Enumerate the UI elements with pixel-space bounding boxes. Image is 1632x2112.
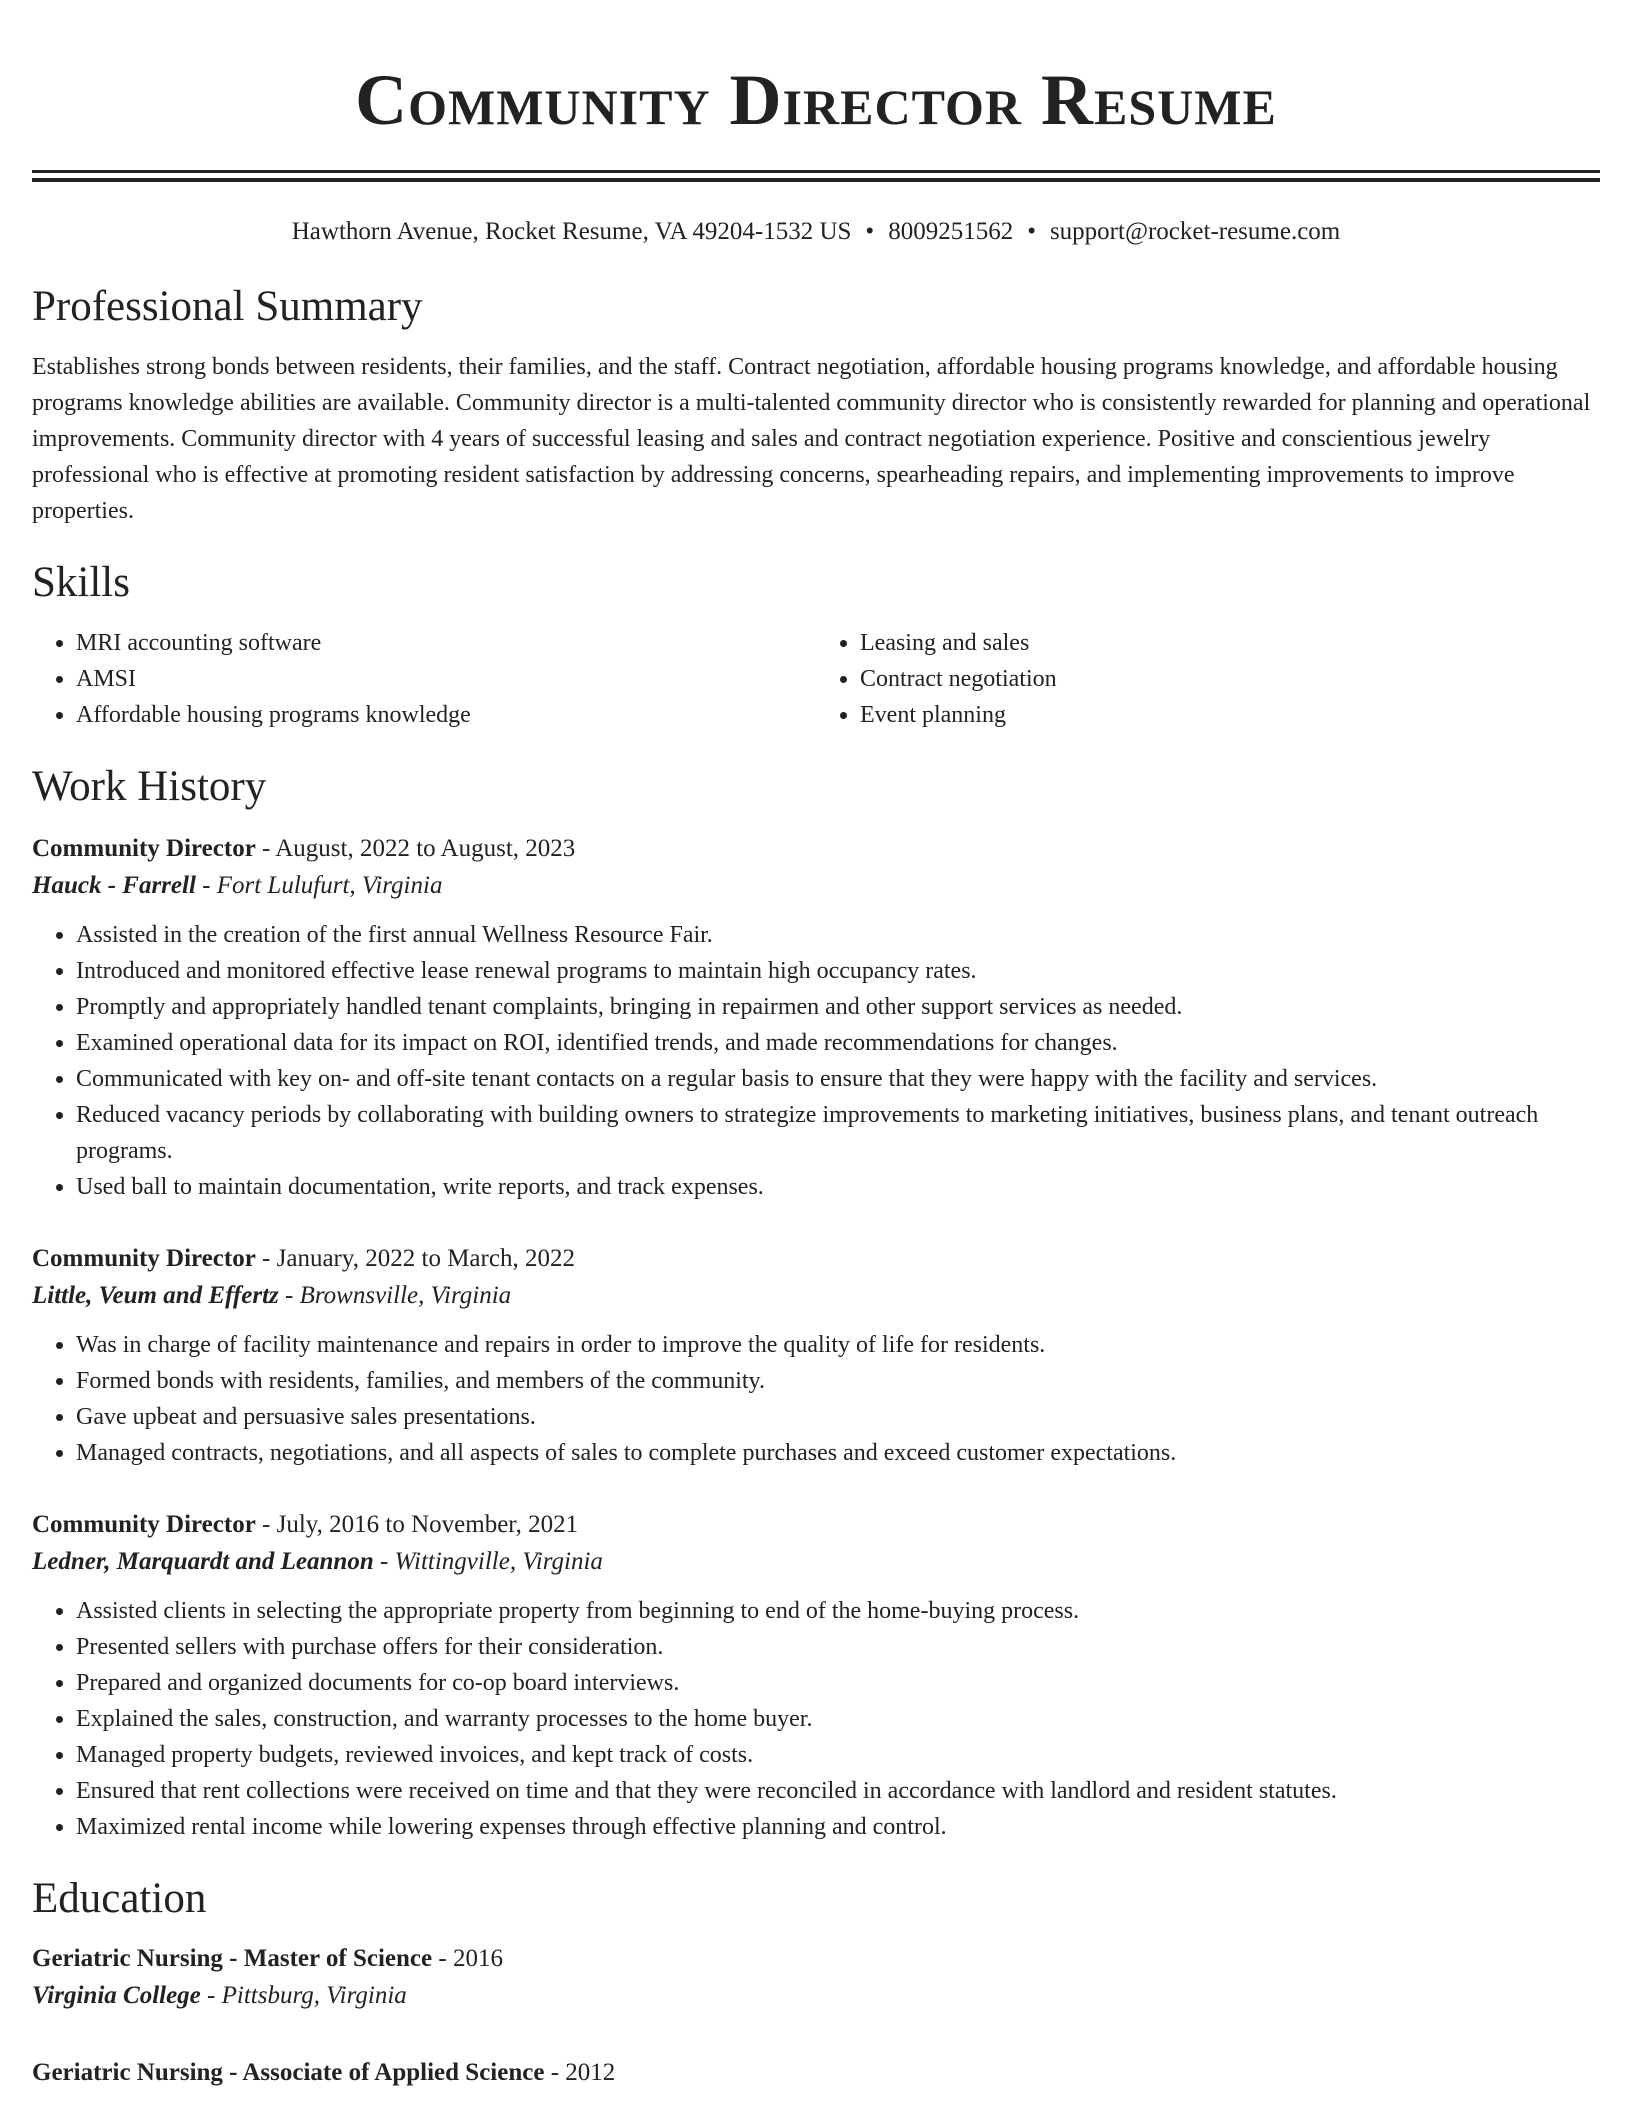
summary-heading: Professional Summary bbox=[32, 283, 423, 330]
work-history-heading: Work History bbox=[32, 763, 267, 810]
duty-item: • Used ball to maintain documentation, write reports, and track expenses. bbox=[76, 1169, 1600, 1205]
summary-text: Establishes strong bonds between residents, their families, and the staff. Contract negotiation, affordable housing programs knowledge, and affordable housing programs knowledge abilities are available. Community director is a multi-talented community director who is consistently rewarded for planning and operational improvements. Community director with 4 years of successful leasing and sales and contract negotiation experience. Positive and conscientious jewelry professional who is effective at promoting resident satisfaction by addressing concerns, spearheading repairs, and implementing improvements to improve properties. bbox=[32, 354, 1591, 524]
degree-line bbox=[32, 2055, 1600, 2091]
duty-item: • Presented sellers with purchase offers for their consideration. bbox=[76, 1629, 1600, 1665]
degree-name: Geriatric Nursing - Master of Science bbox=[32, 1945, 433, 1972]
job-title-line bbox=[32, 831, 1600, 867]
job-role: Community Director bbox=[32, 835, 256, 862]
company-name: Ledner, Marquardt and Leannon bbox=[32, 1548, 374, 1575]
skills-heading: Skills bbox=[32, 559, 130, 606]
skills-column-right bbox=[816, 625, 1600, 733]
contact-separator: • bbox=[865, 218, 875, 245]
duty-item: • Was in charge of facility maintenance and repairs in order to improve the quality of life for residents. bbox=[76, 1327, 1600, 1363]
company-location: - Fort Lulufurt, Virginia bbox=[195, 872, 443, 899]
duty-item: • Reduced vacancy periods by collaborating with building owners to strategize improvements to marketing initiatives, business plans, and tenant outreach programs. bbox=[76, 1097, 1600, 1169]
duty-item: • Prepared and organized documents for co-op board interviews. bbox=[76, 1665, 1600, 1701]
skills-list bbox=[32, 625, 1600, 733]
duty-item: • Gave upbeat and persuasive sales presentations. bbox=[76, 1399, 1600, 1435]
duty-item: • Introduced and monitored effective lease renewal programs to maintain high occupancy rates. bbox=[76, 953, 1600, 989]
duty-item: • Communicated with key on- and off-site tenant contacts on a regular basis to ensure that they were happy with the facility and services. bbox=[76, 1061, 1600, 1097]
job-duties bbox=[32, 917, 1600, 1205]
duty-item: • Assisted in the creation of the first annual Wellness Resource Fair. bbox=[76, 917, 1600, 953]
resume-title: Community Director Resume bbox=[355, 60, 1277, 140]
company-line bbox=[32, 1277, 1600, 1315]
company-location: - Brownsville, Virginia bbox=[278, 1282, 512, 1309]
title-divider bbox=[32, 170, 1600, 182]
company-name: Little, Veum and Effertz bbox=[32, 1282, 279, 1309]
contact-phone[interactable]: 8009251562 bbox=[888, 218, 1014, 245]
degree-name: Geriatric Nursing - Associate of Applied Science bbox=[32, 2059, 545, 2086]
job-title-line bbox=[32, 1507, 1600, 1543]
education-entry bbox=[32, 2055, 1600, 2091]
job-entry bbox=[32, 1507, 1600, 1845]
duty-item: • Managed property budgets, reviewed invoices, and kept track of costs. bbox=[76, 1737, 1600, 1773]
company-location: - Wittingville, Virginia bbox=[373, 1548, 603, 1575]
resume-page bbox=[32, 0, 1600, 2091]
job-entry bbox=[32, 831, 1600, 1205]
skill-item: • Affordable housing programs knowledge bbox=[76, 697, 816, 733]
skill-item: • Contract negotiation bbox=[860, 661, 1600, 697]
company-line bbox=[32, 867, 1600, 905]
company-line bbox=[32, 1543, 1600, 1581]
contact-address: Hawthorn Avenue, Rocket Resume, VA 49204-1532 US bbox=[291, 218, 852, 245]
skill-item: • Leasing and sales bbox=[860, 625, 1600, 661]
job-dates: - August, 2022 to August, 2023 bbox=[255, 835, 576, 862]
school-location: - Pittsburg, Virginia bbox=[200, 1982, 407, 2009]
school-name: Virginia College bbox=[32, 1982, 201, 2009]
job-entry bbox=[32, 1241, 1600, 1471]
degree-line bbox=[32, 1941, 1600, 1977]
duty-item: • Explained the sales, construction, and warranty processes to the home buyer. bbox=[76, 1701, 1600, 1737]
duty-item: • Examined operational data for its impact on ROI, identified trends, and made recommendations for changes. bbox=[76, 1025, 1600, 1061]
job-duties bbox=[32, 1593, 1600, 1845]
contact-separator: • bbox=[1027, 218, 1036, 245]
degree-year: - 2012 bbox=[544, 2059, 616, 2086]
education-heading: Education bbox=[32, 1875, 207, 1922]
skill-item: • AMSI bbox=[76, 661, 816, 697]
job-role: Community Director bbox=[32, 1511, 256, 1538]
contact-email[interactable]: support@rocket-resume.com bbox=[1049, 218, 1341, 245]
job-dates: - January, 2022 to March, 2022 bbox=[255, 1245, 575, 1272]
duty-item: • Formed bonds with residents, families, and members of the community. bbox=[76, 1363, 1600, 1399]
duty-item: • Ensured that rent collections were received on time and that they were reconciled in accordance with landlord and resident statutes. bbox=[76, 1773, 1600, 1809]
skill-item: • MRI accounting software bbox=[76, 625, 816, 661]
skill-item: • Event planning bbox=[860, 697, 1600, 733]
duty-item: • Promptly and appropriately handled tenant complaints, bringing in repairmen and other support services as needed. bbox=[76, 989, 1600, 1025]
degree-year: - 2016 bbox=[432, 1945, 503, 1972]
skills-column-left bbox=[32, 625, 816, 733]
contact-line bbox=[32, 215, 1600, 249]
school-line bbox=[32, 1977, 1600, 2015]
job-duties bbox=[32, 1327, 1600, 1471]
job-dates: - July, 2016 to November, 2021 bbox=[255, 1511, 579, 1538]
company-name: Hauck - Farrell bbox=[32, 872, 196, 899]
duty-item: • Maximized rental income while lowering expenses through effective planning and control. bbox=[76, 1809, 1600, 1845]
duty-item: • Assisted clients in selecting the appropriate property from beginning to end of the home-buying process. bbox=[76, 1593, 1600, 1629]
job-role: Community Director bbox=[32, 1245, 256, 1272]
education-entry bbox=[32, 1941, 1600, 2015]
job-title-line bbox=[32, 1241, 1600, 1277]
duty-item: • Managed contracts, negotiations, and all aspects of sales to complete purchases and exceed customer expectations. bbox=[76, 1435, 1600, 1471]
